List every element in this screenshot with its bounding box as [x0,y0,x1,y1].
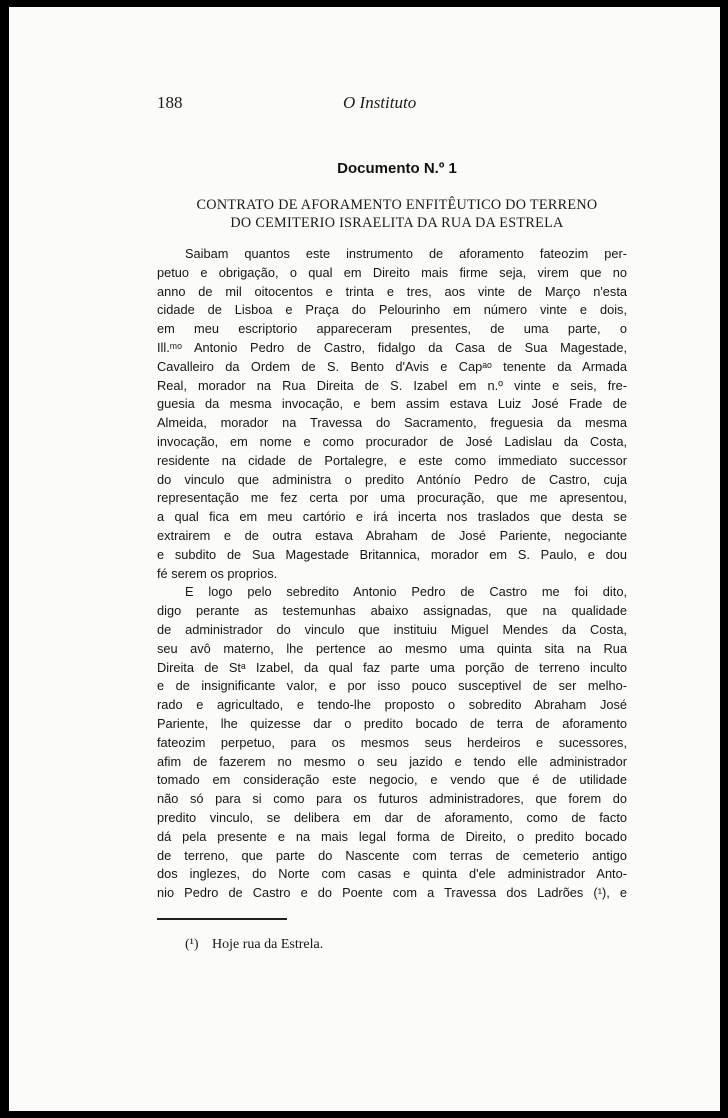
body-line: de terreno, que parte do Nascente com terras de cemeterio antigo [157,847,627,863]
body-line: dos inglezes, do Norte com casas e quinta d'ele administrador Anto- [157,866,627,882]
document-heading: Documento N.º 1 [337,160,457,177]
contract-title-line: DO CEMITERIO ISRAELITA DA RUA DA ESTRELA [230,215,564,231]
body-line: não só para si como para os futuros administradores, que forem do [157,791,627,807]
footnote-marker: (¹) [185,937,199,952]
running-head [157,93,637,117]
body-line: e de insignificante valor, e por isso pouco susceptivel de ser melho- [157,678,627,694]
body-line: Pariente, lhe quizesse dar o predito bocado de terra de aforamento [157,715,627,731]
body-line: digo perante as testemunhas abaixo assignadas, que na qualidade [157,603,627,619]
footnote-rule [157,918,287,920]
page-number: 188 [157,93,183,112]
body-line: anno de mil oitocentos e trinta e tres, aos vinte de Março n'esta [157,283,627,299]
document-page [9,7,720,1111]
body-line: em meu escriptorio appareceram presentes, de uma parte, o [157,321,627,337]
body-line: Almeida, morador na Travessa do Sacramento, freguesia da mesma [157,415,627,431]
body-line: Ill.ᵐᵒ Antonio Pedro de Castro, fidalgo da Casa de Sua Magestade, [157,339,627,355]
body-line: tomado em consideração este negocio, e vendo que é de utilidade [157,772,627,788]
body-line: extrairem e de outra estava Abraham de José Pariente, negociante [157,527,627,543]
contract-title-line: CONTRATO DE AFORAMENTO ENFITÊUTICO DO TERRENO [196,197,598,213]
body-line: petuo e obrigação, o qual em Direito mais firme seja, virem que no [157,264,627,280]
body-line: rado e agricultado, e tendo-lhe proposto o sobredito Abraham José [157,697,627,713]
body-line: cidade de Lisboa e Praça do Pelourinho em número vinte e dois, [157,302,627,318]
body-line: e subdito de Sua Magestade Britannica, morador em S. Paulo, e dou [157,546,627,562]
body-line: Cavalleiro da Ordem de S. Bento d'Avis e Capᵃᵒ tenente da Armada [157,358,627,374]
body-line: guesia da mesma invocação, e bem assim estava Luiz José Frade de [157,396,627,412]
body-line: de administrador do vinculo que instituiu Miguel Mendes da Costa, [157,621,627,637]
body-line: fateozim perpetuo, para os mesmos seus herdeiros e sucessores, [157,734,627,750]
footnote [185,937,625,953]
body-line: a qual fica em meu cartório e irá incerta nos traslados que desta se [157,509,627,525]
body-line: nio Pedro de Castro e do Poente com a Travessa dos Ladrões (¹), e [157,885,627,901]
body-line: seu avô materno, lhe pertence ao mesmo uma quinta sita na Rua [157,640,627,656]
body-line: fé serem os proprios. [157,565,278,581]
body-line: representação me fez certa por uma procuração, que me apresentou, [157,490,627,506]
body-line: dá pela presente e na mais legal forma de Direito, o predito bocado [157,828,627,844]
body-line: invocação, em nome e como procurador de José Ladislau da Costa, [157,433,627,449]
body-line: do vinculo que administra o predito Antónío Pedro de Castro, cuja [157,471,627,487]
body-line: Direita de Stᵃ Izabel, da qual faz parte uma porção de terreno inculto [157,659,627,675]
body-line: residente na cidade de Portalegre, e este como immediato successor [157,452,627,468]
footnote-text: Hoje rua da Estrela. [212,937,324,952]
body-line: predito vinculo, se delibera em dar de aforamento, como de facto [157,809,627,825]
body-line: Real, morador na Rua Direita de S. Izabel em n.º vinte e seis, fre- [157,377,627,393]
body-line: Saibam quantos este instrumento de aforamento fateozim per- [185,246,627,261]
body-text [157,245,627,903]
body-line: E logo pelo sebredito Antonio Pedro de Castro me foi dito, [185,584,627,600]
journal-title: O Instituto [343,93,417,112]
contract-title [157,196,637,232]
body-line: afim de fazerem no mesmo o seu jazido e tendo elle administrador [157,753,627,769]
